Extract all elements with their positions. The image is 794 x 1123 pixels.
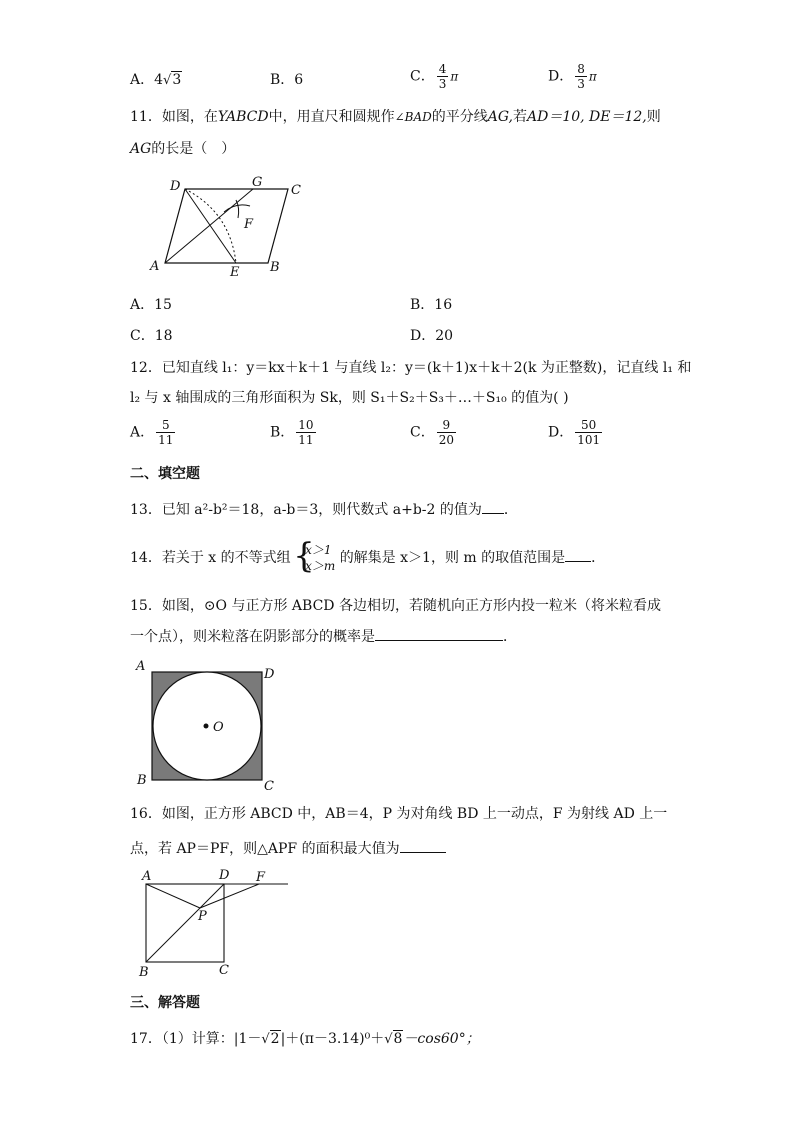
label-b: B <box>270 260 280 275</box>
q15-line1: 15．如图，⊙O 与正方形 ABCD 各边相切，若随机向正方形内投一粒米（将米粒看成 <box>130 598 661 614</box>
center-point-o <box>204 724 209 729</box>
q11-option-b: B．16 <box>410 297 453 313</box>
q10-option-c: C． $\frac{4}{3}$ π <box>410 62 459 91</box>
label-p: P <box>198 909 207 924</box>
q12-option-a: A． $\frac{5}{11}$ <box>130 418 174 447</box>
q16-line2: 点，若 AP＝PF，则△APF 的面积最大值为 <box>130 838 446 859</box>
label-a: A <box>136 659 146 674</box>
segment-de <box>185 189 236 263</box>
q12-option-c: C． $\frac{9}{20}$ <box>410 418 454 447</box>
label-a: A <box>150 259 160 274</box>
label-d: D <box>170 179 181 194</box>
label-c: C <box>219 963 229 978</box>
q13-answer-blank[interactable] <box>482 499 504 514</box>
q11-figure <box>140 172 315 282</box>
q12-option-b: B． $\frac{10}{11}$ <box>270 418 314 447</box>
q15-line2: 一个点），则米粒落在阴影部分的概率是 ． <box>130 626 517 647</box>
label-e: E <box>230 265 240 280</box>
label-c: C <box>264 779 274 794</box>
q13: 13．已知 a²-b²＝18，a-b＝3，则代数式 a+b-2 的值为 ． <box>130 499 518 520</box>
segment-ag <box>165 189 253 263</box>
label-b: B <box>139 965 149 980</box>
q17: 17．（1）计算：|1－√2|＋(π－3.14)⁰＋√8－cos60°； <box>130 1031 480 1047</box>
q10-option-b: B．6 <box>270 72 304 88</box>
q12-line1: 12．已知直线 l₁：y＝kx＋k＋1 与直线 l₂：y＝(k＋1)x＋k＋2(k 为正整数)，记直线 l₁ 和 <box>130 360 692 376</box>
q10-option-a: A．4√3 <box>130 72 182 88</box>
q16-answer-blank[interactable] <box>400 838 446 853</box>
q11-line2: AG的长是（ ） <box>130 141 236 157</box>
q11-option-d: D．20 <box>410 328 454 344</box>
label-d: D <box>264 667 275 682</box>
label-a: A <box>142 869 152 884</box>
q16-line1: 16．如图，正方形 ABCD 中，AB＝4，P 为对角线 BD 上一动点，F 为射线 AD 上一 <box>130 806 668 822</box>
label-g: G <box>252 175 263 190</box>
label-d: D <box>219 868 230 883</box>
label-c: C <box>291 183 301 198</box>
label-f: F <box>244 217 254 232</box>
inequality-system: { x＞1 x＞m <box>295 542 335 574</box>
q11-line1: 11．如图，在YABCD中，用直尺和圆规作∠BAD的平分线AG,若AD＝10, DE＝12,则 <box>130 109 661 125</box>
label-b: B <box>137 773 147 788</box>
arc-cross-1 <box>224 205 250 212</box>
label-o: O <box>213 720 224 735</box>
q15-figure <box>130 656 290 796</box>
q14: 14．若关于 x 的不等式组 { x＞1 x＞m 的解集是 x＞1，则 m 的取值范围是 ． <box>130 542 605 578</box>
section-heading-solutions: 三、解答题 <box>130 995 200 1011</box>
parallelogram-abcd <box>165 189 288 263</box>
diagonal-bd <box>146 884 224 962</box>
q14-answer-blank[interactable] <box>565 547 591 562</box>
q12-line2: l₂ 与 x 轴围成的三角形面积为 Sk，则 S₁＋S₂＋S₃＋…＋S₁₀ 的值为( ) <box>130 390 569 406</box>
q12-option-d: D． $\frac{50}{101}$ <box>548 418 601 447</box>
segment-pf <box>200 884 259 908</box>
q16-figure <box>130 866 300 981</box>
q15-answer-blank[interactable] <box>375 626 503 641</box>
section-heading-fill-in: 二、填空题 <box>130 466 200 482</box>
label-f: F <box>256 870 266 885</box>
q11-option-a: A．15 <box>130 297 172 313</box>
q10-option-d: D． $\frac{8}{3}$ π <box>548 62 597 91</box>
q11-option-c: C．18 <box>130 328 173 344</box>
segment-ap <box>146 884 200 908</box>
